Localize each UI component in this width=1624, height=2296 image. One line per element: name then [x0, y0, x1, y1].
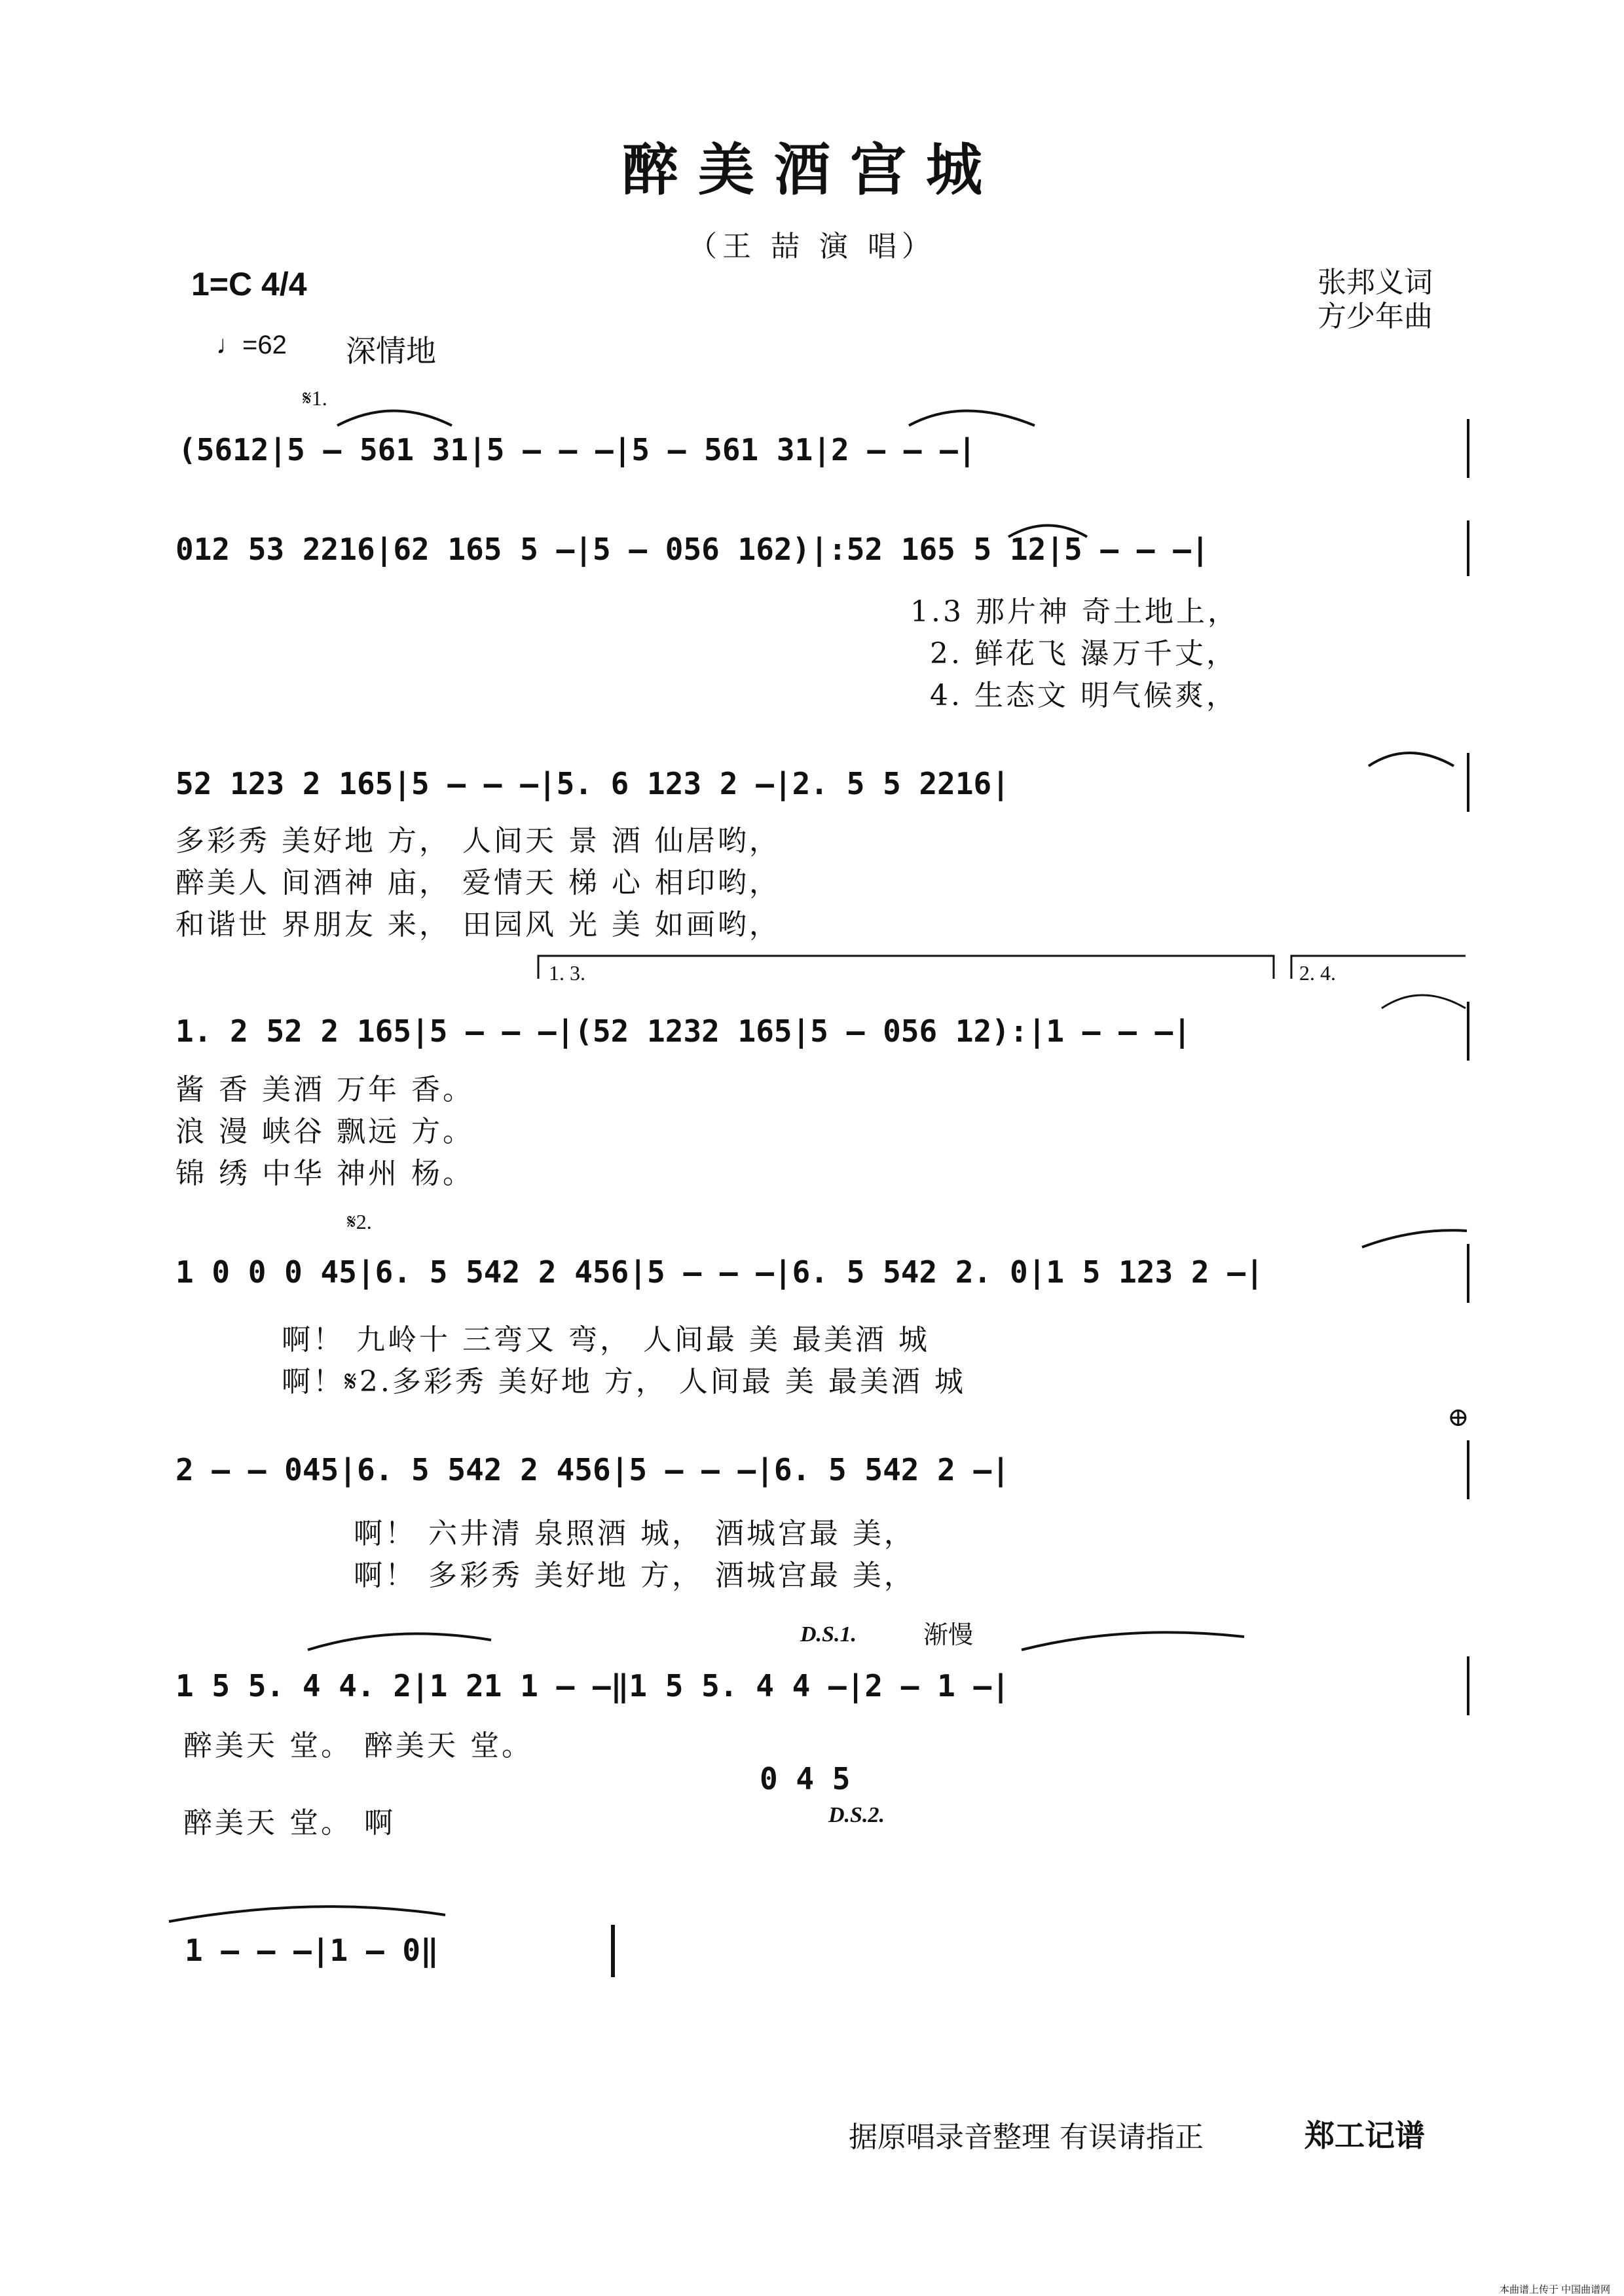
ds2-marking: D.S.2. — [828, 1803, 885, 1827]
lyrics-line-2-verse-2: 2. 鲜花飞 瀑万千丈， — [930, 637, 1238, 670]
lyrics-line-2-verse-3: 4. 生态文 明气候爽， — [930, 679, 1238, 712]
ritardando-marking: 渐慢 — [923, 1620, 974, 1649]
score-line-6: 2 – – 045|6. 5 542 2 456|5 – – –|6. 5 542 2 –| — [175, 1452, 1010, 1487]
segno-2: 𝄋2. — [347, 1210, 372, 1233]
ds1-marking: D.S.1. — [800, 1622, 857, 1647]
volta-2-label: 2. 4. — [1299, 961, 1336, 985]
coda-symbol: ⊕ — [1447, 1402, 1469, 1432]
lyrics-line-6-verse-1: 啊！ 六井清 泉照酒 城， 酒城宫最 美， — [354, 1517, 915, 1550]
score-line-2: 012 53 2216|62 165 5 –|5 – 056 162)|:52 165 5 12|5 – – –| — [175, 532, 1209, 567]
score-line-1: (5612|5 – 561 31|5 – – –|5 – 561 31|2 – – –| — [178, 432, 976, 467]
lyrics-line-4-verse-2: 浪 漫 峡谷 飘远 方。 — [175, 1115, 474, 1148]
score-line-7-alt: 0 4 5 — [760, 1761, 851, 1796]
lyrics-line-4-verse-1: 酱 香 美酒 万年 香。 — [175, 1073, 474, 1106]
key-signature: 1=C 4/4 — [191, 266, 307, 302]
watermark: 本曲谱上传于 中国曲谱网 — [1500, 2284, 1611, 2295]
lyrics-line-4-verse-3: 锦 绣 中华 神州 杨。 — [175, 1157, 474, 1190]
transcription-note: 据原唱录音整理 有误请指正 — [849, 2121, 1204, 2154]
lyrics-line-2-verse-1: 1.3 那片神 奇土地上， — [910, 595, 1239, 629]
lyrics-line-7-verse-2: 醉美天 堂。 啊 — [183, 1806, 396, 1840]
performer-subtitle: （王 喆 演 唱） — [688, 230, 936, 263]
tempo-marking: ♩=62 — [216, 331, 287, 359]
composer-credit: 方少年曲 — [1318, 300, 1433, 333]
lyrics-line-5-verse-1: 啊！ 九岭十 三弯又 弯， 人间最 美 最美酒 城 — [282, 1323, 930, 1357]
transcriber-signature: 郑工记谱 — [1304, 2118, 1425, 2153]
page-title: 醉美酒宫城 — [622, 137, 1002, 203]
score-line-5: 1 0 0 0 45|6. 5 542 2 456|5 – – –|6. 5 542 2. 0|1 5 123 2 –| — [175, 1254, 1264, 1290]
lyricist-credit: 张邦义词 — [1318, 266, 1433, 299]
expression-marking: 深情地 — [346, 333, 436, 369]
score-line-7: 1 5 5. 4 4. 2|1 21 1 – –‖1 5 5. 4 4 –|2 – 1 –| — [175, 1668, 1010, 1704]
lyrics-line-7-verse-1: 醉美天 堂。 醉美天 堂。 — [183, 1729, 533, 1762]
lyrics-line-3-verse-2: 醉美人 间酒神 庙， 爱情天 梯 心 相印哟， — [175, 866, 781, 900]
score-line-3: 52 123 2 165|5 – – –|5. 6 123 2 –|2. 5 5 2216| — [175, 766, 1010, 801]
score-line-8: 1 – – –|1 – 0‖ — [185, 1933, 439, 1968]
lyrics-line-3-verse-3: 和谐世 界朋友 来， 田园风 光 美 如画哟， — [175, 908, 781, 941]
volta-1-label: 1. 3. — [549, 961, 585, 985]
lyrics-line-3-verse-1: 多彩秀 美好地 方， 人间天 景 酒 仙居哟， — [175, 824, 781, 858]
lyrics-line-6-verse-2: 啊！ 多彩秀 美好地 方， 酒城宫最 美， — [354, 1559, 915, 1592]
segno-1: 𝄋1. — [303, 386, 327, 410]
lyrics-line-5-verse-2: 啊！𝄋2.多彩秀 美好地 方， 人间最 美 最美酒 城 — [282, 1365, 966, 1398]
score-line-4: 1. 2 52 2 165|5 – – –|(52 1232 165|5 – 056 12):|1 – – –| — [175, 1013, 1191, 1049]
